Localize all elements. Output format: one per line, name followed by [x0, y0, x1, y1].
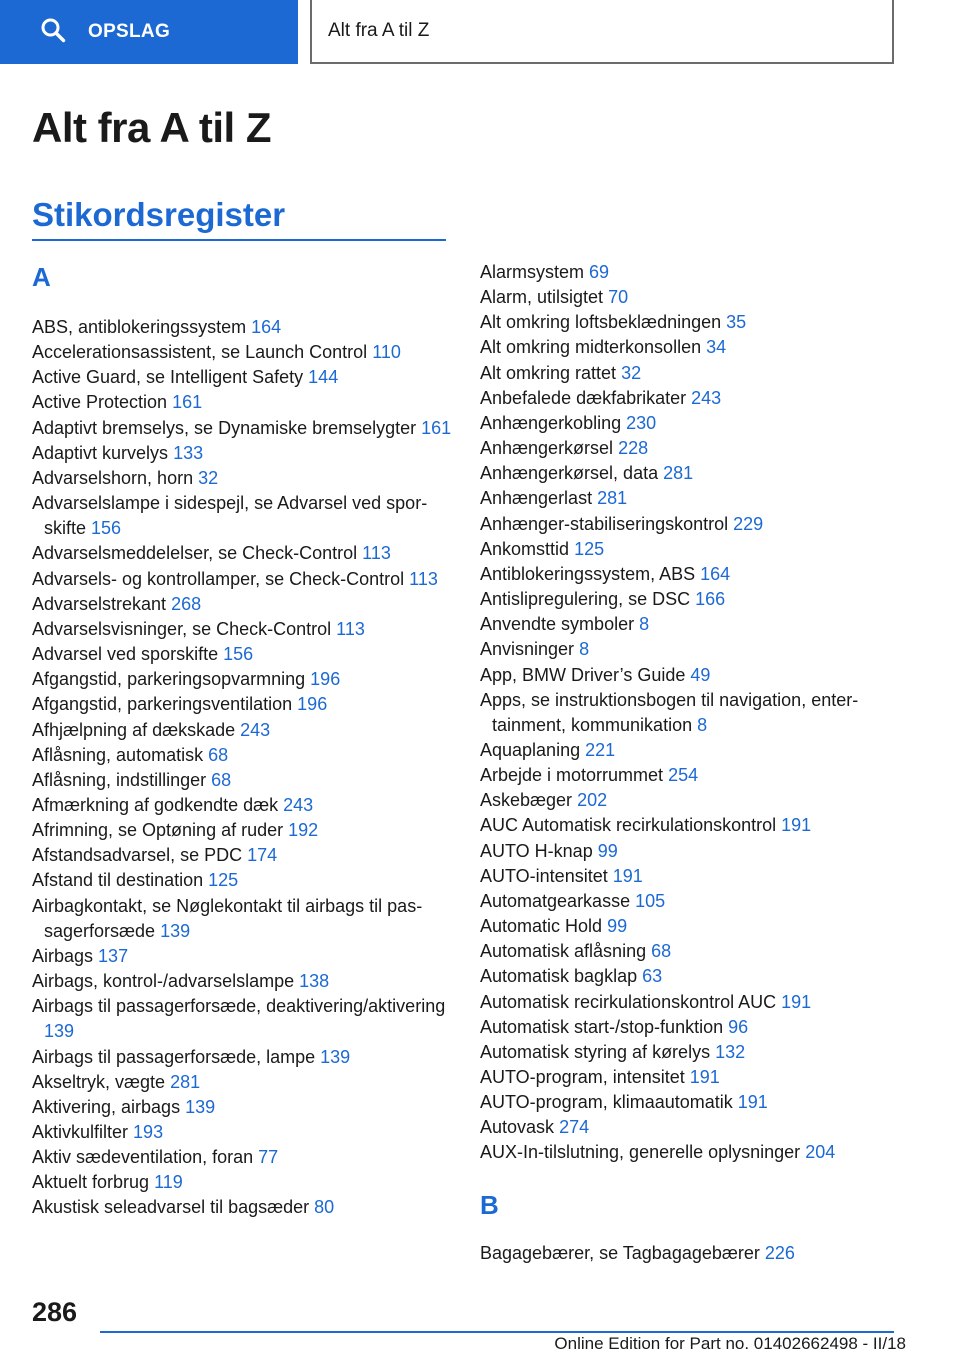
index-page-link[interactable]: 34: [706, 337, 727, 358]
index-page-link[interactable]: 164: [251, 317, 282, 337]
index-entry: [480, 990, 900, 1015]
index-page-link[interactable]: 113: [362, 543, 391, 564]
index-entry: [480, 285, 900, 310]
index-page-link[interactable]: 8: [697, 714, 708, 735]
index-entry: [480, 889, 900, 914]
index-page-link[interactable]: 161: [172, 392, 203, 413]
index-page-link[interactable]: 113: [336, 618, 365, 639]
index-entry: [480, 1015, 900, 1040]
section-title: Stikordsregister: [32, 196, 286, 233]
index-entry-text: AUTO H-knap: [480, 840, 593, 861]
index-entry: [32, 1095, 452, 1120]
index-page-link[interactable]: 70: [608, 287, 629, 308]
index-entry-text: Autovask: [480, 1117, 555, 1138]
index-page-link[interactable]: 139: [44, 1021, 75, 1042]
index-entry-text: Afmærkning af godkendte dæk: [32, 794, 279, 815]
index-entry-text: Afgangstid, parkeringsventilation: [32, 694, 293, 715]
index-entry: [32, 793, 452, 818]
index-entry-text: ABS, antiblokeringssystem: [32, 317, 247, 337]
index-entry: [480, 1115, 900, 1140]
index-entry-text: Anhængerkørsel: [480, 438, 614, 459]
index-entry-text: Anhængerlast: [480, 488, 593, 509]
index-entry-text: Automatisk recirkulationskontrol AUC: [480, 991, 777, 1012]
index-page-link[interactable]: 32: [198, 467, 219, 488]
index-entry: [480, 688, 900, 738]
index-entry-text: Advarselslampe i sidespejl, se Advarsel ved sporskifte: [32, 493, 428, 539]
index-page-link[interactable]: 191: [781, 815, 812, 836]
index-entry-text: Alt omkring loftsbeklædningen: [480, 312, 722, 333]
index-page-link[interactable]: 221: [585, 739, 616, 760]
index-page-link[interactable]: 77: [258, 1147, 279, 1168]
index-page-link[interactable]: 110: [372, 342, 401, 363]
index-entry-text: Akustisk seleadvarsel til bagsæder: [32, 1197, 310, 1218]
index-entry-text: Ankomsttid: [480, 538, 570, 559]
index-page-link[interactable]: 254: [668, 765, 699, 786]
index-page-link[interactable]: 156: [223, 644, 254, 665]
index-entry-text: Automatisk bagklap: [480, 966, 638, 987]
index-entry-text: Afstandsadvarsel, se PDC: [32, 845, 243, 866]
index-entry-text: Anhænger-stabiliseringskontrol: [480, 513, 729, 534]
index-entry: [480, 813, 900, 838]
index-entry-text: Airbags, kontrol-/advarselslampe: [32, 971, 295, 992]
index-page-link[interactable]: 228: [618, 438, 649, 459]
index-entry-text: Advarselshorn, horn: [32, 467, 194, 488]
index-entry-text: Antiblokeringssystem, ABS: [480, 563, 696, 584]
index-page-link[interactable]: 204: [805, 1142, 836, 1163]
index-entry: [32, 1195, 452, 1220]
index-page-link[interactable]: 96: [728, 1016, 749, 1037]
index-page-link[interactable]: 68: [651, 941, 672, 962]
index-entry-text: Afhjælpning af dækskade: [32, 719, 236, 740]
index-entry: [480, 663, 900, 688]
index-entry: [480, 361, 900, 386]
index-page-link[interactable]: 268: [171, 593, 202, 614]
index-entry-text: AUX-In-tilslutning, generelle oplysninger: [480, 1142, 801, 1163]
index-entry-text: Afrimning, se Optøning af ruder: [32, 820, 284, 841]
index-entry-text: AUTO-intensitet: [480, 865, 608, 886]
index-entry: [32, 994, 452, 1044]
index-entry: [32, 969, 452, 994]
index-page-link[interactable]: 132: [715, 1041, 746, 1062]
index-page-link[interactable]: 125: [208, 870, 239, 891]
index-entry-text: Airbags: [32, 945, 94, 966]
index-entry: [480, 562, 900, 587]
index-page-link[interactable]: 113: [409, 568, 438, 589]
index-entry: [480, 260, 900, 285]
index-entry: [32, 818, 452, 843]
index-entry-text: Aflåsning, indstillinger: [32, 769, 207, 790]
index-entry: [32, 743, 452, 768]
index-entry: [32, 315, 452, 340]
footer-divider: [100, 1331, 894, 1333]
index-page-link[interactable]: 191: [781, 991, 812, 1012]
index-page-link[interactable]: 119: [154, 1172, 183, 1193]
index-page-link[interactable]: 139: [185, 1096, 216, 1117]
index-entry-text: Askebæger: [480, 790, 573, 811]
index-page-link[interactable]: 138: [299, 971, 330, 992]
index-entry: [32, 692, 452, 717]
index-entry-text: Arbejde i motorrummet: [480, 765, 664, 786]
index-entry: [32, 567, 452, 592]
index-entry-text: Adaptivt bremselys, se Dynamiske bremselygter: [32, 417, 417, 438]
index-entry-text: Apps, se instruktionsbogen til navigation, entertainment, kommunikation: [480, 689, 859, 735]
index-entry: [32, 617, 452, 642]
index-entry: [480, 587, 900, 612]
index-entry-text: Aktiv sædeventilation, foran: [32, 1147, 254, 1168]
index-entry: [480, 738, 900, 763]
index-page-link[interactable]: 68: [211, 769, 232, 790]
index-entry-text: Airbagkontakt, se Nøglekontakt til airbags til passagerforsæde: [32, 895, 423, 941]
index-entry: [480, 386, 900, 411]
index-entry: [480, 763, 900, 788]
index-entry: [480, 537, 900, 562]
index-letter-heading: B: [480, 1189, 499, 1220]
index-entry: [32, 365, 452, 390]
index-entry-text: AUTO-program, klimaautomatik: [480, 1092, 733, 1113]
index-entry: [32, 1045, 452, 1070]
index-entry-text: Adaptivt kurvelys: [32, 442, 169, 463]
index-entry: [32, 416, 452, 441]
index-entry-text: Active Guard, se Intelligent Safety: [32, 367, 304, 388]
index-column-left: [32, 258, 452, 1221]
index-page-link[interactable]: 243: [691, 387, 722, 408]
index-page-link[interactable]: 8: [639, 614, 650, 635]
index-entry: [32, 718, 452, 743]
footer-edition-text: Online Edition for Part no. 01402662498 - II/18: [554, 1334, 906, 1353]
index-entry-text: Aquaplaning: [480, 739, 581, 760]
index-entry-text: Alt omkring midterkonsollen: [480, 337, 702, 358]
index-page-link[interactable]: 99: [607, 916, 628, 937]
index-page-link[interactable]: 137: [98, 945, 129, 966]
index-entry: [480, 335, 900, 360]
index-entry-text: Alarmsystem: [480, 262, 585, 282]
index-page-link[interactable]: 35: [726, 312, 747, 333]
index-entry-text: Anbefalede dækfabrikater: [480, 387, 687, 408]
index-entry: [480, 1090, 900, 1115]
index-page-link[interactable]: 281: [170, 1071, 201, 1092]
index-entry-text: Automatic Hold: [480, 916, 603, 937]
index-page-link[interactable]: 161: [421, 417, 452, 438]
index-entry: [480, 939, 900, 964]
index-entry: [32, 592, 452, 617]
index-page-link[interactable]: 281: [597, 488, 628, 509]
index-entry: [32, 843, 452, 868]
index-entry-text: Alarm, utilsigtet: [480, 287, 604, 308]
index-page-link[interactable]: 139: [160, 920, 191, 941]
index-page-link[interactable]: 63: [642, 966, 663, 987]
index-page-link[interactable]: 125: [574, 538, 605, 559]
search-icon: [40, 17, 66, 48]
index-entry: [32, 491, 452, 541]
index-entry: [32, 541, 452, 566]
index-entry: [480, 436, 900, 461]
index-entry: [32, 1170, 452, 1195]
index-entry-text: Aktuelt forbrug: [32, 1172, 150, 1193]
index-entry-text: Anhængerkobling: [480, 412, 622, 433]
index-entry-text: App, BMW Driver’s Guide: [480, 664, 686, 685]
index-entry: [32, 1120, 452, 1145]
index-page-link[interactable]: 99: [597, 840, 618, 861]
index-letter-heading: A: [32, 262, 51, 292]
index-entry-text: AUTO-program, intensitet: [480, 1067, 685, 1087]
section-divider: [32, 239, 446, 241]
index-page-link[interactable]: 69: [589, 262, 610, 282]
index-page-link[interactable]: 144: [308, 367, 339, 388]
index-entry: [480, 914, 900, 939]
index-page-link[interactable]: 202: [577, 790, 608, 811]
search-tab-label: OPSLAG: [88, 21, 171, 42]
index-page-link[interactable]: 196: [310, 669, 341, 690]
index-entry: [480, 1140, 900, 1165]
index-page-link[interactable]: 230: [626, 412, 657, 433]
index-page-link[interactable]: 68: [208, 744, 229, 765]
index-entry: [32, 894, 452, 944]
index-entry: [32, 390, 452, 415]
index-page-link[interactable]: 32: [621, 362, 642, 383]
index-page-link[interactable]: 243: [283, 794, 314, 815]
index-entry: [32, 340, 452, 365]
index-entry-text: Airbags til passagerforsæde, lampe: [32, 1046, 316, 1067]
index-entry: [480, 964, 900, 989]
index-entry-text: AUC Automatisk recirkulationskontrol: [480, 815, 777, 836]
index-entry-text: Anhængerkørsel, data: [480, 463, 659, 484]
index-entry: [480, 310, 900, 335]
page-number: 286: [32, 1297, 78, 1327]
index-entry-text: Anvendte symboler: [480, 614, 635, 635]
index-page-link[interactable]: 156: [91, 518, 122, 539]
index-page-link[interactable]: 281: [663, 463, 694, 484]
index-entry: [480, 1065, 900, 1090]
index-entry: [480, 1241, 900, 1266]
index-entry: [480, 486, 900, 511]
index-entry-text: Advarselsvisninger, se Check-Control: [32, 618, 332, 639]
index-entry: [480, 612, 900, 637]
index-entry-text: Afgangstid, parkeringsopvarmning: [32, 669, 306, 690]
index-entry-text: Automatisk styring af kørelys: [480, 1041, 711, 1062]
index-column-right: [480, 260, 900, 1266]
index-page-link[interactable]: 164: [700, 563, 731, 584]
index-entry-text: Automatisk aflåsning: [480, 941, 647, 962]
index-entry-text: Afstand til destination: [32, 870, 204, 891]
index-entry: [32, 667, 452, 692]
index-entry-text: Antislipregulering, se DSC: [480, 589, 691, 610]
index-entry: [32, 944, 452, 969]
index-page-link[interactable]: 243: [240, 719, 271, 740]
index-page-link[interactable]: 8: [579, 639, 590, 660]
index-page-link[interactable]: 80: [314, 1197, 335, 1218]
index-entry: [480, 839, 900, 864]
index-entry: [480, 461, 900, 486]
index-entry-text: Active Protection: [32, 392, 168, 413]
index-page-link[interactable]: 49: [690, 664, 711, 685]
index-page-link[interactable]: 229: [733, 513, 764, 534]
index-entry: [480, 512, 900, 537]
index-entry-text: Automatisk start-/stop-funktion: [480, 1016, 724, 1037]
index-entry-text: Advarsel ved sporskifte: [32, 644, 219, 665]
index-entry: [32, 642, 452, 667]
header-title: Alt fra A til Z: [328, 20, 430, 41]
index-entry-text: Alt omkring rattet: [480, 362, 617, 383]
index-entry-text: Automatgearkasse: [480, 890, 631, 911]
index-entry-text: Aflåsning, automatisk: [32, 744, 204, 765]
index-page-link[interactable]: 191: [612, 865, 643, 886]
index-entry: [32, 868, 452, 893]
index-entry-text: Anvisninger: [480, 639, 575, 660]
index-page-link[interactable]: 105: [635, 890, 666, 911]
index-page-link[interactable]: 166: [695, 589, 726, 610]
breadcrumb-title: [310, 0, 894, 64]
index-entry: [32, 768, 452, 793]
index-entry-text: Aktivkulfilter: [32, 1122, 129, 1142]
index-entry-text: Advarselstrekant: [32, 593, 167, 614]
index-page-link[interactable]: 274: [559, 1117, 590, 1138]
index-entry-text: Advarsels- og kontrollamper, se Check-Control: [32, 568, 405, 589]
index-entry: [480, 637, 900, 662]
index-page-link[interactable]: 192: [288, 820, 319, 841]
index-page-link[interactable]: 139: [320, 1046, 351, 1067]
index-entry: [480, 788, 900, 813]
index-entry: [480, 864, 900, 889]
page-title: Alt fra A til Z: [32, 104, 272, 151]
index-entry-text: Akseltryk, vægte: [32, 1071, 166, 1092]
index-entry: [480, 411, 900, 436]
index-page-link[interactable]: 226: [764, 1242, 795, 1263]
index-page-link[interactable]: 191: [689, 1067, 720, 1087]
index-page-link[interactable]: 174: [247, 845, 278, 866]
index-entry: [32, 441, 452, 466]
search-tab[interactable]: [0, 0, 298, 64]
index-entry-text: Bagagebærer, se Tagbagagebærer: [480, 1242, 760, 1263]
index-entry: [32, 1070, 452, 1095]
index-page-link[interactable]: 191: [737, 1092, 768, 1113]
index-entry: [32, 1145, 452, 1170]
index-entry-text: Accelerationsassistent, se Launch Control: [32, 342, 368, 363]
index-entry: [32, 466, 452, 491]
index-entry: [480, 1040, 900, 1065]
index-page-link[interactable]: 193: [133, 1122, 164, 1142]
index-entry-text: Advarselsmeddelelser, se Check-Control: [32, 543, 358, 564]
index-page-link[interactable]: 133: [173, 442, 204, 463]
index-page-link[interactable]: 196: [297, 694, 328, 715]
index-entry-text: Aktivering, airbags: [32, 1096, 181, 1117]
index-entry-text: Airbags til passagerforsæde, deaktivering/aktivering: [32, 996, 446, 1017]
